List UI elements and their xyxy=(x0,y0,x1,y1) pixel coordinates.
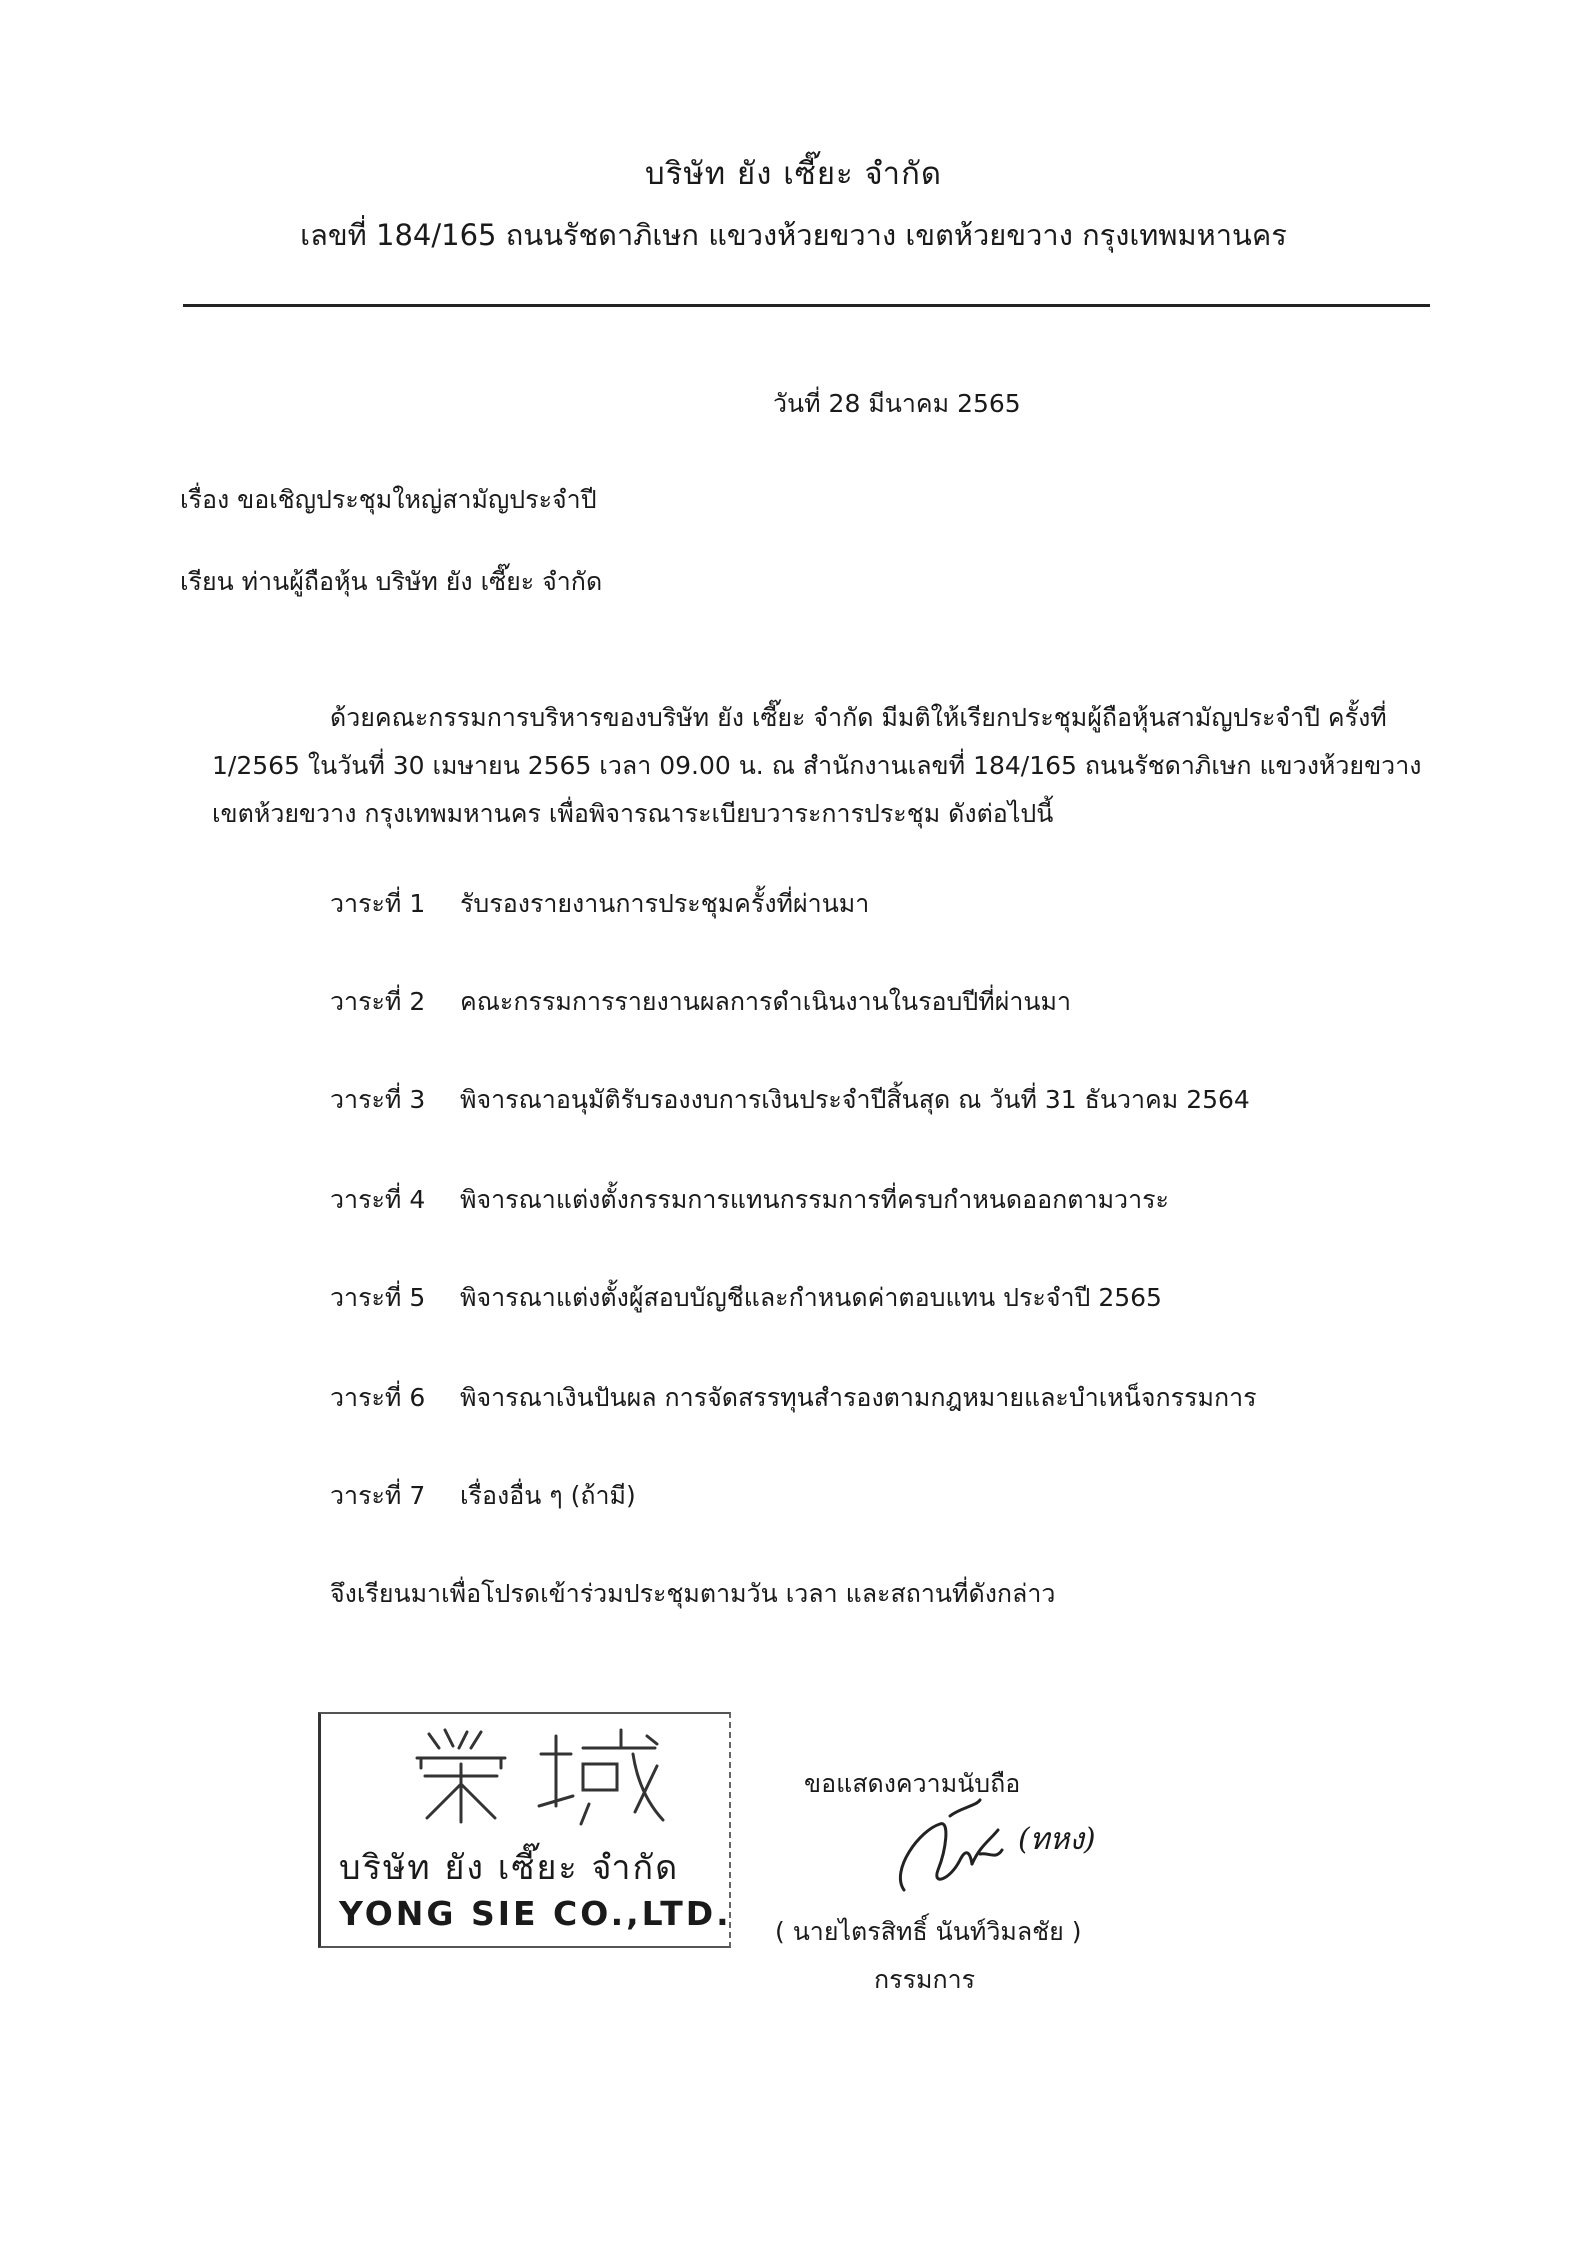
agenda-item-5 xyxy=(330,1278,1162,1318)
letter-date: วันที่ 28 มีนาคม 2565 xyxy=(773,389,1021,418)
company-address: เลขที่ 184/165 ถนนรัชดาภิเษก แขวงห้วยขวาง เขตห้วยขวาง กรุงเทพมหานคร xyxy=(300,218,1287,252)
body-line-3: เขตห้วยขวาง กรุงเทพมหานคร เพื่อพิจารณาระเบียบวาระการประชุม ดังต่อไปนี้ xyxy=(212,799,1054,828)
agenda-item-1 xyxy=(330,884,869,924)
signer-name: ( นายไตรสิทธิ์ นันท์วิมลชัย ) xyxy=(775,1917,1082,1946)
agenda-number: วาระที่ 3 xyxy=(330,1085,426,1114)
agenda-text: พิจารณาแต่งตั้งกรรมการแทนกรรมการที่ครบกำหนดออกตามวาระ xyxy=(460,1185,1169,1214)
body-line-2: 1/2565 ในวันที่ 30 เมษายน 2565 เวลา 09.00 น. ณ สำนักงานเลขที่ 184/165 ถนนรัชดาภิเษก แขวงห้วยขวาง xyxy=(212,751,1422,780)
company-name: บริษัท ยัง เซี๊ยะ จำกัด xyxy=(645,156,942,192)
agenda-text: พิจารณาอนุมัติรับรองงบการเงินประจำปีสิ้นสุด ณ วันที่ 31 ธันวาคม 2564 xyxy=(460,1085,1250,1114)
agenda-number: วาระที่ 6 xyxy=(330,1383,426,1412)
stamp-chinese-characters-icon xyxy=(321,1714,729,1834)
letter-subject: เรื่อง ขอเชิญประชุมใหญ่สามัญประจำปี xyxy=(180,485,597,514)
letter-recipient: เรียน ท่านผู้ถือหุ้น บริษัท ยัง เซี๊ยะ จำกัด xyxy=(180,567,603,596)
agenda-number: วาระที่ 5 xyxy=(330,1283,426,1312)
handwritten-note: (ทหง) xyxy=(1018,1822,1096,1857)
regards-text: ขอแสดงความนับถือ xyxy=(804,1769,1021,1798)
signer-title: กรรมการ xyxy=(874,1965,976,1994)
header-divider xyxy=(183,304,1430,307)
company-stamp xyxy=(318,1712,731,1948)
handwritten-signature-icon xyxy=(880,1790,1020,1910)
agenda-text: พิจารณาเงินปันผล การจัดสรรทุนสำรองตามกฎหมายและบำเหน็จกรรมการ xyxy=(460,1383,1257,1412)
body-line-1: ด้วยคณะกรรมการบริหารของบริษัท ยัง เซี๊ยะ จำกัด มีมติให้เรียกประชุมผู้ถือหุ้นสามัญประจำปี ครั้งที่ xyxy=(330,703,1387,732)
agenda-text: คณะกรรมการรายงานผลการดำเนินงานในรอบปีที่ผ่านมา xyxy=(460,987,1072,1016)
agenda-item-6 xyxy=(330,1378,1257,1418)
agenda-item-7 xyxy=(330,1476,636,1516)
agenda-item-2 xyxy=(330,982,1071,1022)
stamp-english-name: YONG SIE CO.,LTD. xyxy=(339,1894,732,1933)
agenda-item-3 xyxy=(330,1080,1250,1120)
agenda-text: เรื่องอื่น ๆ (ถ้ามี) xyxy=(460,1481,636,1510)
closing-line: จึงเรียนมาเพื่อโปรดเข้าร่วมประชุมตามวัน เวลา และสถานที่ดังกล่าว xyxy=(330,1579,1056,1608)
agenda-number: วาระที่ 1 xyxy=(330,889,426,918)
agenda-text: รับรองรายงานการประชุมครั้งที่ผ่านมา xyxy=(460,889,870,918)
agenda-item-4 xyxy=(330,1180,1169,1220)
agenda-number: วาระที่ 7 xyxy=(330,1481,426,1510)
agenda-number: วาระที่ 4 xyxy=(330,1185,426,1214)
agenda-number: วาระที่ 2 xyxy=(330,987,426,1016)
agenda-text: พิจารณาแต่งตั้งผู้สอบบัญชีและกำหนดค่าตอบแทน ประจำปี 2565 xyxy=(460,1283,1162,1312)
stamp-thai-name: บริษัท ยัง เซี๊ยะ จำกัด xyxy=(339,1848,680,1888)
